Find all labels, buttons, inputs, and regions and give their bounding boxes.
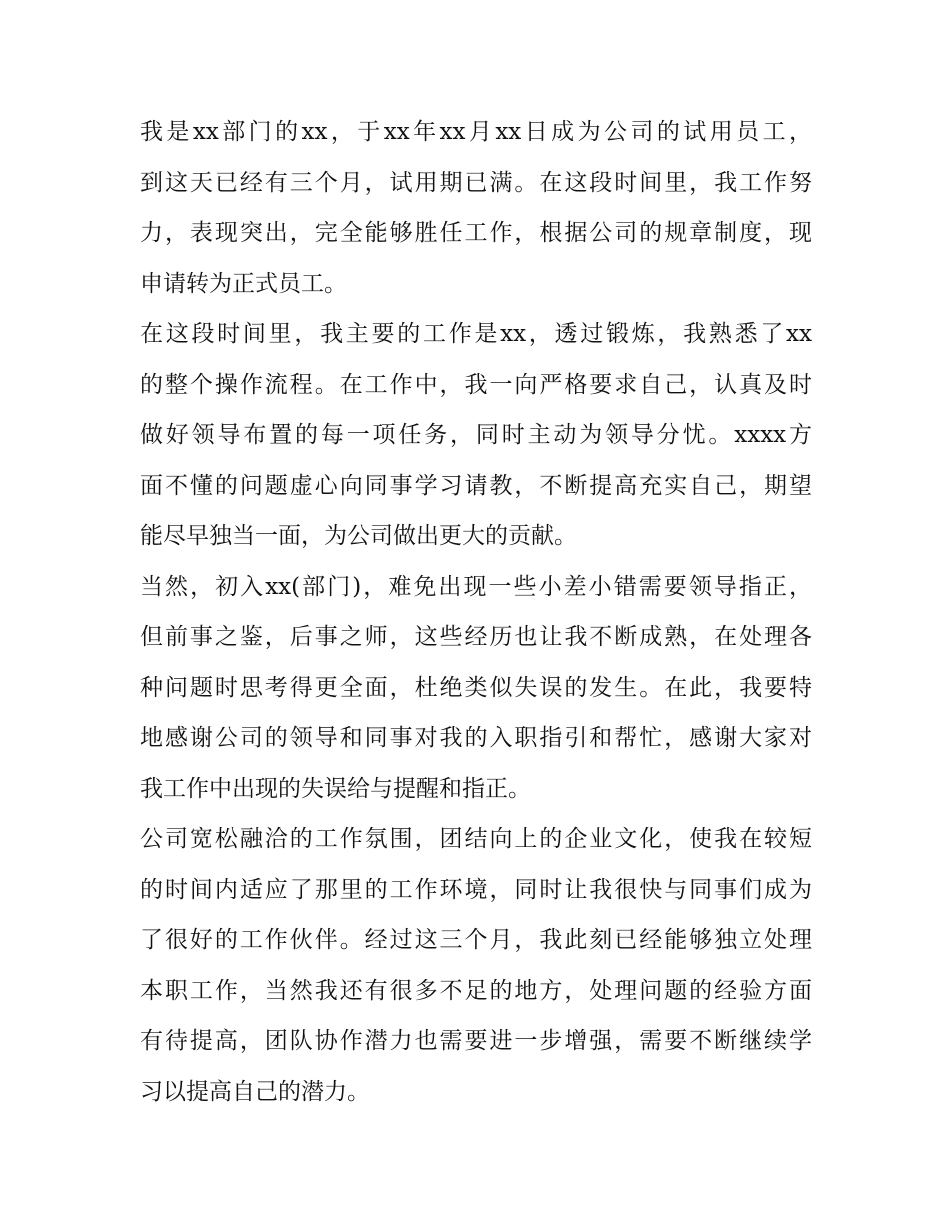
text-line: 的时间内适应了那里的工作环境，同时让我很快与同事们成为 (140, 876, 812, 903)
paragraph-1 (140, 107, 812, 309)
text-line: 到这天已经有三个月，试用期已满。在这段时间里，我工作努 (140, 169, 812, 196)
text-line: 能尽早独当一面，为公司做出更大的贡献。 (140, 523, 577, 549)
paragraph-4 (140, 814, 812, 1117)
text-line: 我是xx部门的xx，于xx年xx月xx日成为公司的试用员工， (140, 119, 812, 145)
text-line: 地感谢公司的领导和同事对我的入职指引和帮忙，感谢大家对 (140, 725, 812, 751)
text-line: 力，表现突出，完全能够胜任工作，根据公司的规章制度，现 (140, 220, 812, 246)
text-line: 在这段时间里，我主要的工作是xx，透过锻炼，我熟悉了xx (140, 321, 812, 347)
text-line: 申请转为正式员工。 (140, 270, 347, 297)
text-line: 做好领导布置的每一项任务，同时主动为领导分忧。xxxx方 (140, 422, 812, 448)
text-line: 种问题时思考得更全面，杜绝类似失误的发生。在此，我要特 (140, 674, 812, 701)
document-body (140, 107, 812, 1117)
text-line: 但前事之鉴，后事之师，这些经历也让我不断成熟，在处理各 (140, 624, 812, 650)
text-line: 习以提高自己的潜力。 (140, 1078, 370, 1105)
paragraph-3 (140, 562, 812, 815)
text-line: 当然，初入xx(部门)，难免出现一些小差小错需要领导指正， (140, 573, 812, 600)
text-line: 了很好的工作伙伴。经过这三个月，我此刻已经能够独立处理 (140, 927, 812, 953)
text-line: 面不懂的问题虚心向同事学习请教，不断提高充实自己，期望 (140, 472, 812, 499)
text-line: 公司宽松融洽的工作氛围，团结向上的企业文化，使我在较短 (140, 826, 812, 852)
text-line: 的整个操作流程。在工作中，我一向严格要求自己，认真及时 (140, 371, 812, 398)
text-line: 本职工作，当然我还有很多不足的地方，处理问题的经验方面 (140, 977, 812, 1004)
text-line: 有待提高，团队协作潜力也需要进一步增强，需要不断继续学 (140, 1028, 812, 1054)
text-line: 我工作中出现的失误给与提醒和指正。 (140, 775, 531, 802)
paragraph-2 (140, 309, 812, 562)
